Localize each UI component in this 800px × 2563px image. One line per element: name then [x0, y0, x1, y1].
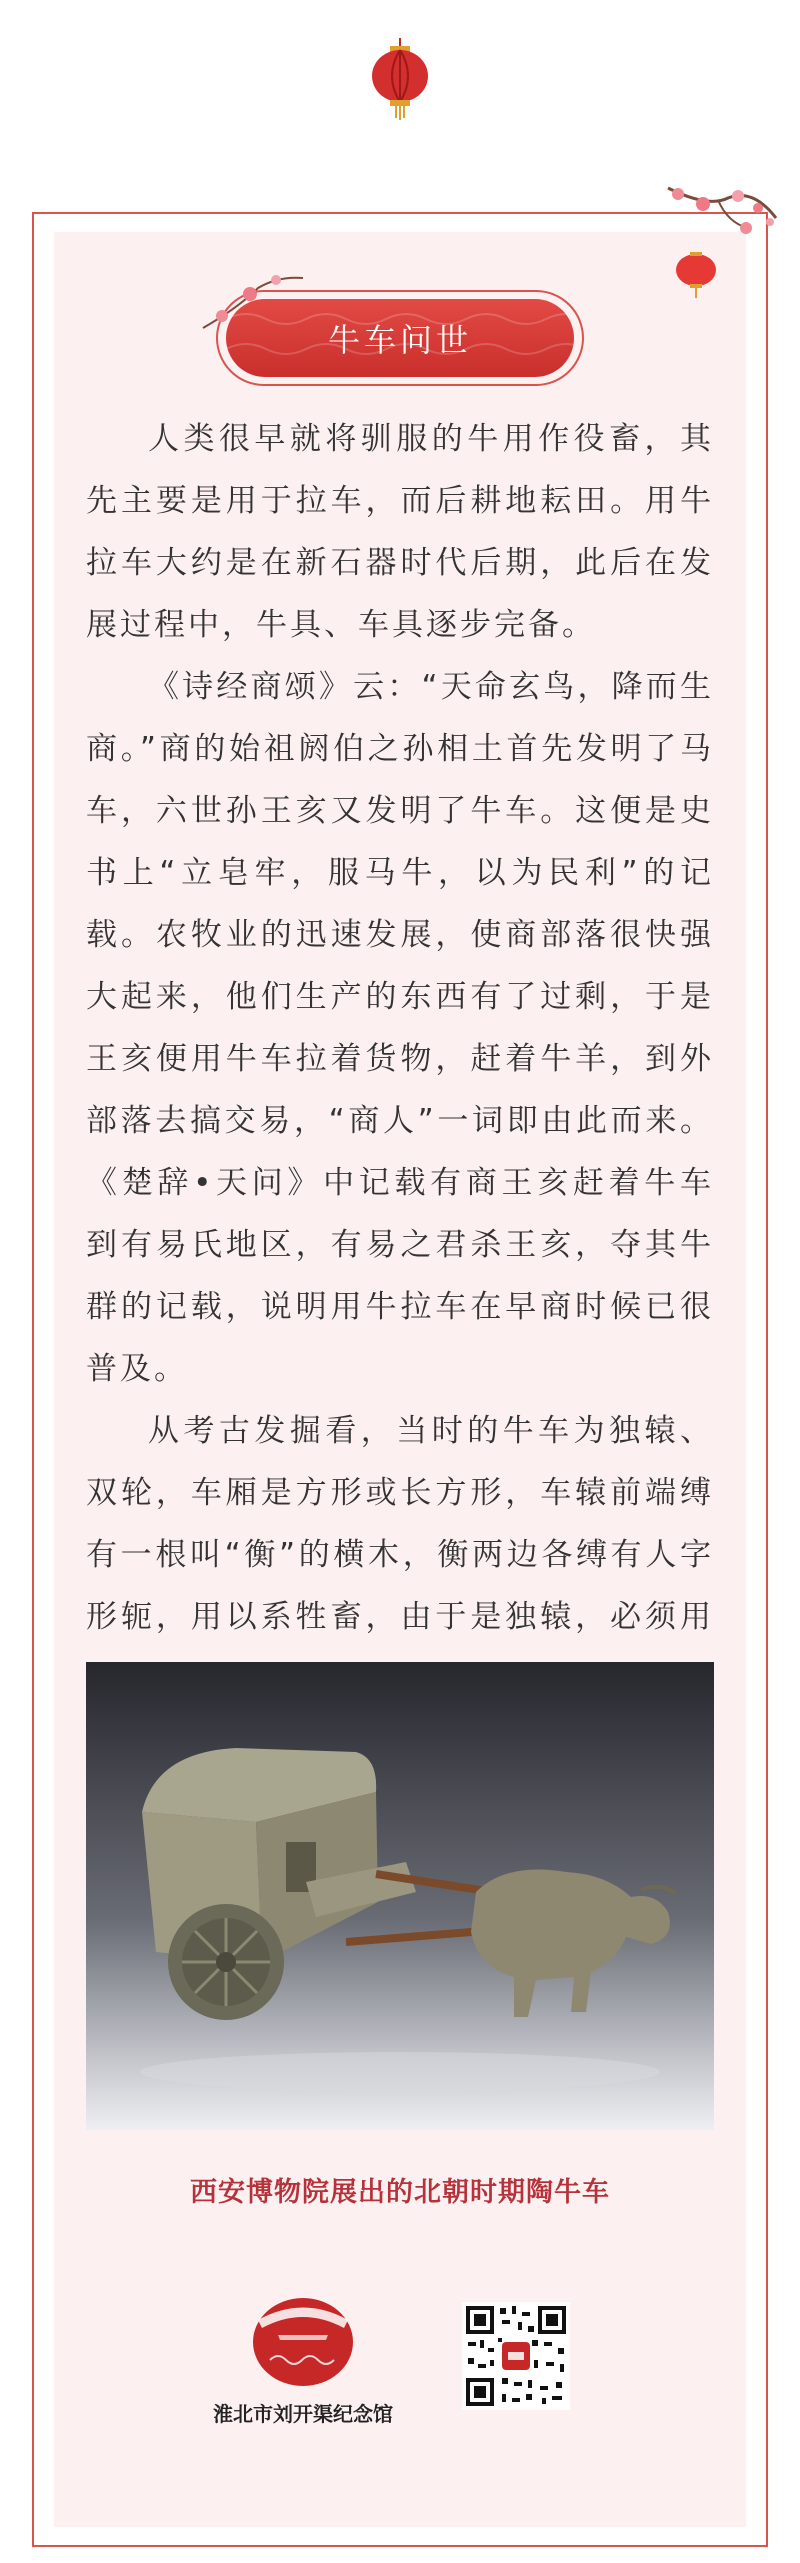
title-blossom-icon — [198, 268, 308, 338]
qr-code[interactable] — [462, 2302, 570, 2410]
paragraph: 人类很早就将驯服的牛用作役畜，其先主要是用于拉车，而后耕地耘田。用牛拉车大约是在新石器时代后期，此后在发展过程中，牛具、车具逐步完备。 — [86, 421, 714, 643]
page-title: 牛车问世 — [327, 321, 472, 359]
ox-cart-photo — [86, 1662, 714, 2130]
paragraph: 从考古发掘看，当时的牛车为独辕、双轮，车厢是方形或长方形，车辕前端缚有一根叫“衡”的横木，衡两边各缚有人字形轭，用以系牲畜，由于是独辕，必须用 — [86, 1413, 714, 1635]
museum-name: 淮北市刘开渠纪念馆 — [213, 2402, 393, 2426]
article-body — [86, 408, 714, 1710]
museum-logo — [248, 2290, 358, 2390]
lantern-icon — [366, 38, 434, 120]
paragraph: 《诗经商颂》云：“天命玄鸟，降而生商。”商的始祖阏伯之孙相土首先发明了马车，六世孙王亥又发明了牛车。这便是史书上“立皂牢，服马牛，以为民利”的记载。农牧业的迅速发展，使商部落很快强大起来，他们生产的东西有了过剩，于是王亥便用牛车拉着货物，赶着牛羊，到外部落去搞交易，“商人”一词即由此而来。《楚辞•天问》中记载有商王亥赶着牛车到有易氏地区，有易之君杀王亥，夺其牛群的记载，说明用牛拉车在早商时候已很普及。 — [86, 669, 714, 1387]
small-lantern-icon — [672, 246, 720, 298]
photo-caption: 西安博物院展出的北朝时期陶牛车 — [190, 2177, 610, 2208]
